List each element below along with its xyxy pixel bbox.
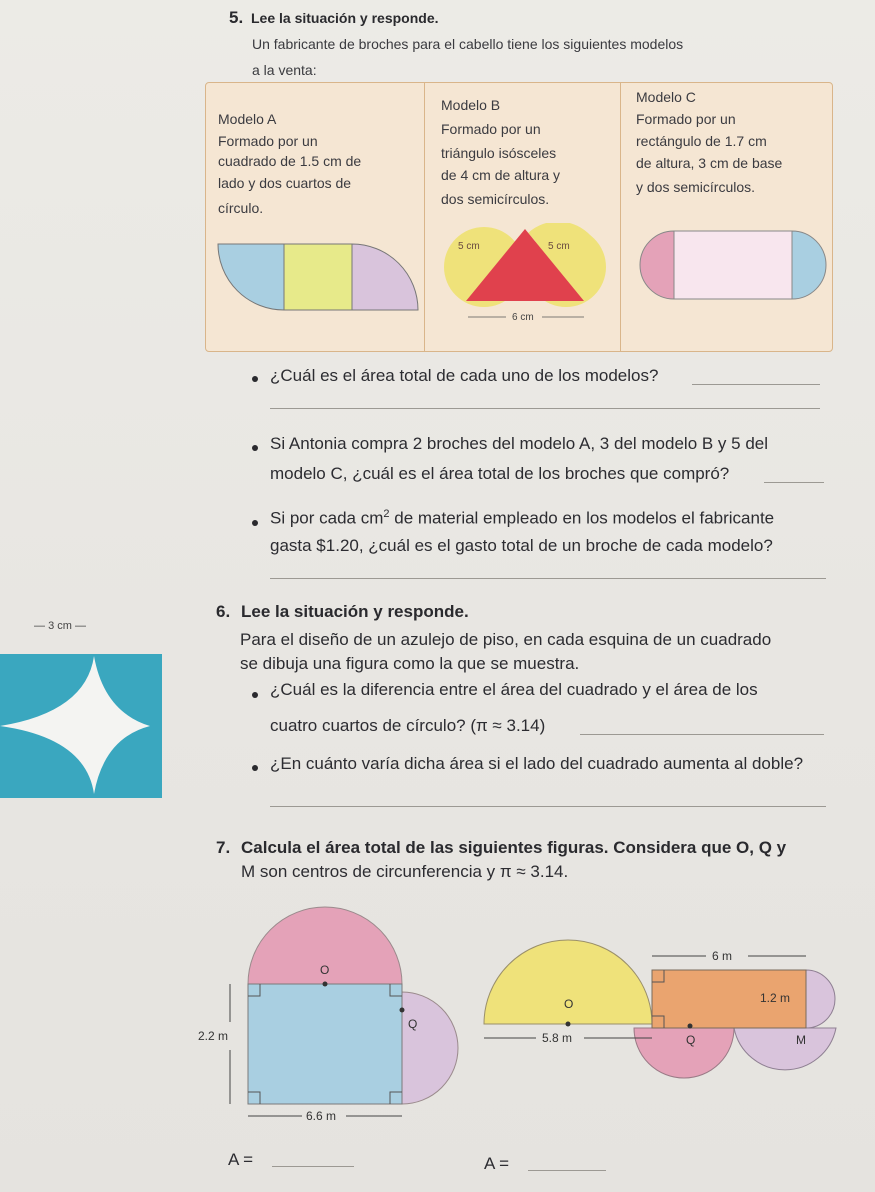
answer-line-1[interactable]	[272, 1166, 354, 1167]
ex5-q3-text-a: Si por cada cm	[270, 508, 384, 528]
model-c-desc-line: Formado por un	[636, 111, 736, 127]
model-b-desc-line: de 4 cm de altura y	[441, 167, 561, 183]
exercise-6-number: 6.	[216, 602, 231, 621]
model-a-desc-line: círculo.	[218, 200, 264, 216]
figure-1-center-q: Q	[408, 1017, 418, 1031]
figure-2-height-label: 1.2 m	[760, 991, 791, 1005]
ex5-q3-text-b: de material empleado en los modelos el fabricante	[389, 508, 775, 528]
model-b-desc-line: dos semicírculos.	[441, 191, 550, 207]
ex5-question-1: ¿Cuál es el área total de cada uno de los modelos?	[270, 366, 659, 385]
ex6-question-1-line-2: cuatro cuartos de círculo? (π ≈ 3.14)	[270, 716, 546, 735]
model-b-base-label: 6 cm	[512, 312, 534, 323]
answer-line[interactable]	[270, 578, 826, 579]
answer-line[interactable]	[764, 482, 824, 483]
model-c-desc-line: rectángulo de 1.7 cm	[636, 133, 767, 149]
exercise-5-number: 5.	[229, 8, 244, 27]
exercise-6-title: Lee la situación y responde.	[241, 602, 469, 621]
figure-1-width-label: 6.6 m	[306, 1109, 337, 1123]
ex5-q3-superscript: 2	[383, 508, 390, 520]
figure-1	[196, 896, 466, 1126]
model-c-desc-line: de altura, 3 cm de base	[636, 155, 783, 171]
model-a-name: Modelo A	[218, 111, 277, 127]
model-b-name: Modelo B	[441, 97, 501, 113]
bullet	[252, 692, 258, 698]
model-b-desc-line: triángulo isósceles	[441, 145, 557, 161]
answer-line[interactable]	[270, 408, 820, 409]
model-b-desc-line: Formado por un	[441, 121, 541, 137]
figure-2-center-o: O	[564, 997, 574, 1011]
figure-2-center-q: Q	[686, 1033, 696, 1047]
tile-size-label: — 3 cm —	[34, 620, 86, 632]
model-c-figure	[634, 227, 830, 303]
model-c-desc-line: y dos semicírculos.	[636, 179, 756, 195]
answer-line[interactable]	[692, 384, 820, 385]
model-b-figure	[438, 223, 618, 323]
answer-line-2[interactable]	[528, 1170, 606, 1171]
ex5-question-3-line-2: gasta $1.20, ¿cuál es el gasto total de un broche de cada modelo?	[270, 536, 773, 555]
figure-2-base-label: 5.8 m	[542, 1031, 573, 1045]
models-table	[205, 82, 833, 352]
answer-line[interactable]	[270, 806, 826, 807]
ex6-question-1-line-1: ¿Cuál es la diferencia entre el área del cuadrado y el área de los	[270, 680, 758, 699]
exercise-7-title-2: M son centros de circunferencia y π ≈ 3.14.	[241, 862, 569, 881]
figure-1-center-o: O	[320, 963, 330, 977]
answer-label-2: A =	[484, 1154, 510, 1173]
figure-2	[480, 936, 862, 1136]
tile-figure	[0, 654, 162, 798]
figure-2-center-m: M	[796, 1033, 806, 1047]
bullet	[252, 765, 258, 771]
answer-line[interactable]	[580, 734, 824, 735]
model-a-desc-line: lado y dos cuartos de	[218, 175, 352, 191]
model-b-right-side-label: 5 cm	[548, 241, 570, 252]
model-a-figure	[214, 238, 420, 314]
figure-2-top-label: 6 m	[712, 949, 733, 963]
exercise-7-number: 7.	[216, 838, 231, 857]
exercise-6-text-1: Para el diseño de un azulejo de piso, en cada esquina de un cuadrado	[240, 630, 772, 649]
exercise-6-text-2: se dibuja una figura como la que se muestra.	[240, 654, 580, 673]
figure-1-height-label: 2.2 m	[198, 1029, 229, 1043]
model-b-left-side-label: 5 cm	[458, 241, 480, 252]
bullet	[252, 445, 258, 451]
model-c-name: Modelo C	[636, 89, 696, 105]
ex5-question-2-line-1: Si Antonia compra 2 broches del modelo A, 3 del modelo B y 5 del	[270, 434, 769, 453]
exercise-5-intro-1: Un fabricante de broches para el cabello tiene los siguientes modelos	[252, 36, 684, 52]
bullet	[252, 376, 258, 382]
exercise-5-intro-2: a la venta:	[252, 62, 317, 78]
ex5-question-2-line-2: modelo C, ¿cuál es el área total de los broches que compró?	[270, 464, 730, 483]
bullet	[252, 520, 258, 526]
tile-size-text: 3 cm	[48, 620, 72, 632]
ex6-question-2: ¿En cuánto varía dicha área si el lado del cuadrado aumenta al doble?	[270, 754, 804, 773]
ex5-question-3-line-1	[270, 508, 774, 529]
model-a-desc-line: Formado por un	[218, 133, 318, 149]
model-a-desc-line: cuadrado de 1.5 cm de	[218, 153, 362, 169]
answer-label-1: A =	[228, 1150, 254, 1169]
exercise-5-title: Lee la situación y responde.	[251, 10, 439, 26]
exercise-7-title-1: Calcula el área total de las siguientes figuras. Considera que O, Q y	[241, 838, 787, 857]
